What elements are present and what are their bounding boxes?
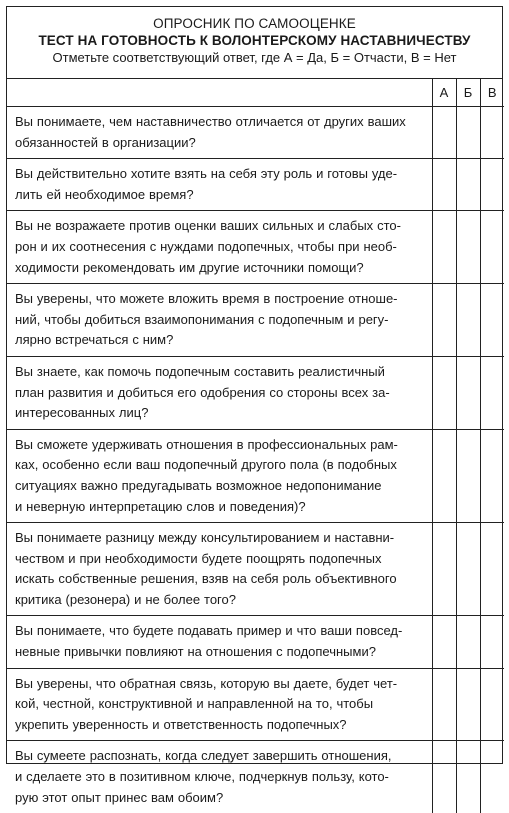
- answer-a-cell[interactable]: [432, 159, 456, 211]
- answer-b-cell[interactable]: [456, 211, 480, 284]
- question-text-line: и неверную интерпретацию слов и поведения)?: [15, 497, 424, 518]
- questions-body: [7, 107, 504, 813]
- question-row: [7, 159, 504, 211]
- question-text-line: рую этот опыт принес вам обоим?: [15, 788, 424, 809]
- answer-c-cell[interactable]: [480, 284, 504, 357]
- answer-a-cell[interactable]: [432, 616, 456, 668]
- questionnaire-label: ОПРОСНИК ПО САМООЦЕНКЕ: [7, 15, 502, 32]
- question-text: [7, 107, 432, 159]
- question-text: [7, 616, 432, 668]
- answer-c-column-header: В: [480, 79, 504, 107]
- questionnaire-instruction: Отметьте соответствующий ответ, где А = Да, Б = Отчасти, В = Нет: [7, 49, 502, 67]
- answer-a-cell[interactable]: [432, 429, 456, 522]
- answer-b-cell[interactable]: [456, 107, 480, 159]
- question-row: [7, 356, 504, 429]
- question-text: [7, 429, 432, 522]
- answer-c-cell[interactable]: [480, 429, 504, 522]
- answer-c-cell[interactable]: [480, 107, 504, 159]
- question-text: [7, 356, 432, 429]
- question-text: [7, 741, 432, 813]
- question-text: [7, 159, 432, 211]
- answer-b-cell[interactable]: [456, 429, 480, 522]
- question-text-line: ходимости рекомендовать им другие источники помощи?: [15, 258, 424, 279]
- questionnaire-table: [7, 79, 504, 813]
- answer-a-cell[interactable]: [432, 523, 456, 616]
- questionnaire-title: ТЕСТ НА ГОТОВНОСТЬ К ВОЛОНТЕРСКОМУ НАСТАВНИЧЕСТВУ: [7, 32, 502, 49]
- question-text-line: Вы уверены, что можете вложить время в построение отноше-: [15, 289, 424, 310]
- answer-b-cell[interactable]: [456, 741, 480, 813]
- question-row: [7, 107, 504, 159]
- question-text-line: Вы действительно хотите взять на себя эту роль и готовы уде-: [15, 164, 424, 185]
- question-text-line: и сделаете это в позитивном ключе, подчеркнув пользу, кото-: [15, 767, 424, 788]
- question-row: [7, 616, 504, 668]
- question-row: [7, 211, 504, 284]
- answer-a-cell[interactable]: [432, 356, 456, 429]
- answer-c-cell[interactable]: [480, 668, 504, 741]
- question-text: [7, 523, 432, 616]
- question-text-line: лярно встречаться с ним?: [15, 330, 424, 351]
- question-text-line: Вы понимаете, чем наставничество отличается от других ваших: [15, 112, 424, 133]
- question-text-line: кой, честной, конструктивной и направленной на то, чтобы: [15, 694, 424, 715]
- question-text-line: интересованных лиц?: [15, 403, 424, 424]
- question-text-line: Вы понимаете, что будете подавать пример и что ваши повсед-: [15, 621, 424, 642]
- answer-c-cell[interactable]: [480, 523, 504, 616]
- question-text-line: чеством и при необходимости будете поощрять подопечных: [15, 549, 424, 570]
- answer-c-cell[interactable]: [480, 211, 504, 284]
- question-text-line: лить ей необходимое время?: [15, 185, 424, 206]
- question-text-line: Вы знаете, как помочь подопечным составить реалистичный: [15, 362, 424, 383]
- question-text-line: невные привычки повлияют на отношения с подопечными?: [15, 642, 424, 663]
- answer-b-column-header: Б: [456, 79, 480, 107]
- questionnaire-header: [7, 7, 502, 79]
- question-row: [7, 429, 504, 522]
- question-text: [7, 211, 432, 284]
- question-text-line: ний, чтобы добиться взаимопонимания с подопечным и регу-: [15, 310, 424, 331]
- answer-a-cell[interactable]: [432, 668, 456, 741]
- question-text-line: искать собственные решения, взяв на себя роль объективного: [15, 569, 424, 590]
- question-row: [7, 523, 504, 616]
- answer-b-cell[interactable]: [456, 668, 480, 741]
- answer-a-cell[interactable]: [432, 107, 456, 159]
- question-text-line: обязанностей в организации?: [15, 133, 424, 154]
- answer-a-cell[interactable]: [432, 741, 456, 813]
- question-row: [7, 284, 504, 357]
- question-text: [7, 284, 432, 357]
- question-text-line: план развития и добиться его одобрения со стороны всех за-: [15, 383, 424, 404]
- answer-b-cell[interactable]: [456, 356, 480, 429]
- answer-c-cell[interactable]: [480, 741, 504, 813]
- answer-a-cell[interactable]: [432, 284, 456, 357]
- answer-c-cell[interactable]: [480, 356, 504, 429]
- table-header-row: [7, 79, 504, 107]
- answer-b-cell[interactable]: [456, 284, 480, 357]
- question-text-line: критика (резонера) и не более того?: [15, 590, 424, 611]
- question-text-line: ситуациях важно предугадывать возможное недопонимание: [15, 476, 424, 497]
- answer-a-cell[interactable]: [432, 211, 456, 284]
- answer-c-cell[interactable]: [480, 616, 504, 668]
- question-text-line: укрепить уверенность и ответственность подопечных?: [15, 715, 424, 736]
- answer-b-cell[interactable]: [456, 523, 480, 616]
- answer-a-column-header: А: [432, 79, 456, 107]
- question-text: [7, 668, 432, 741]
- question-text-line: Вы не возражаете против оценки ваших сильных и слабых сто-: [15, 216, 424, 237]
- question-text-line: Вы сможете удерживать отношения в профессиональных рам-: [15, 435, 424, 456]
- question-text-line: Вы понимаете разницу между консультированием и наставни-: [15, 528, 424, 549]
- answer-b-cell[interactable]: [456, 159, 480, 211]
- questionnaire-sheet: [6, 6, 503, 764]
- question-column-header: [7, 79, 432, 107]
- question-text-line: Вы уверены, что обратная связь, которую вы даете, будет чет-: [15, 674, 424, 695]
- question-row: [7, 668, 504, 741]
- answer-c-cell[interactable]: [480, 159, 504, 211]
- answer-b-cell[interactable]: [456, 616, 480, 668]
- question-text-line: рон и их соотнесения с нуждами подопечных, чтобы при необ-: [15, 237, 424, 258]
- question-text-line: Вы сумеете распознать, когда следует завершить отношения,: [15, 746, 424, 767]
- question-row: [7, 741, 504, 813]
- question-text-line: ках, особенно если ваш подопечный другого пола (в подобных: [15, 455, 424, 476]
